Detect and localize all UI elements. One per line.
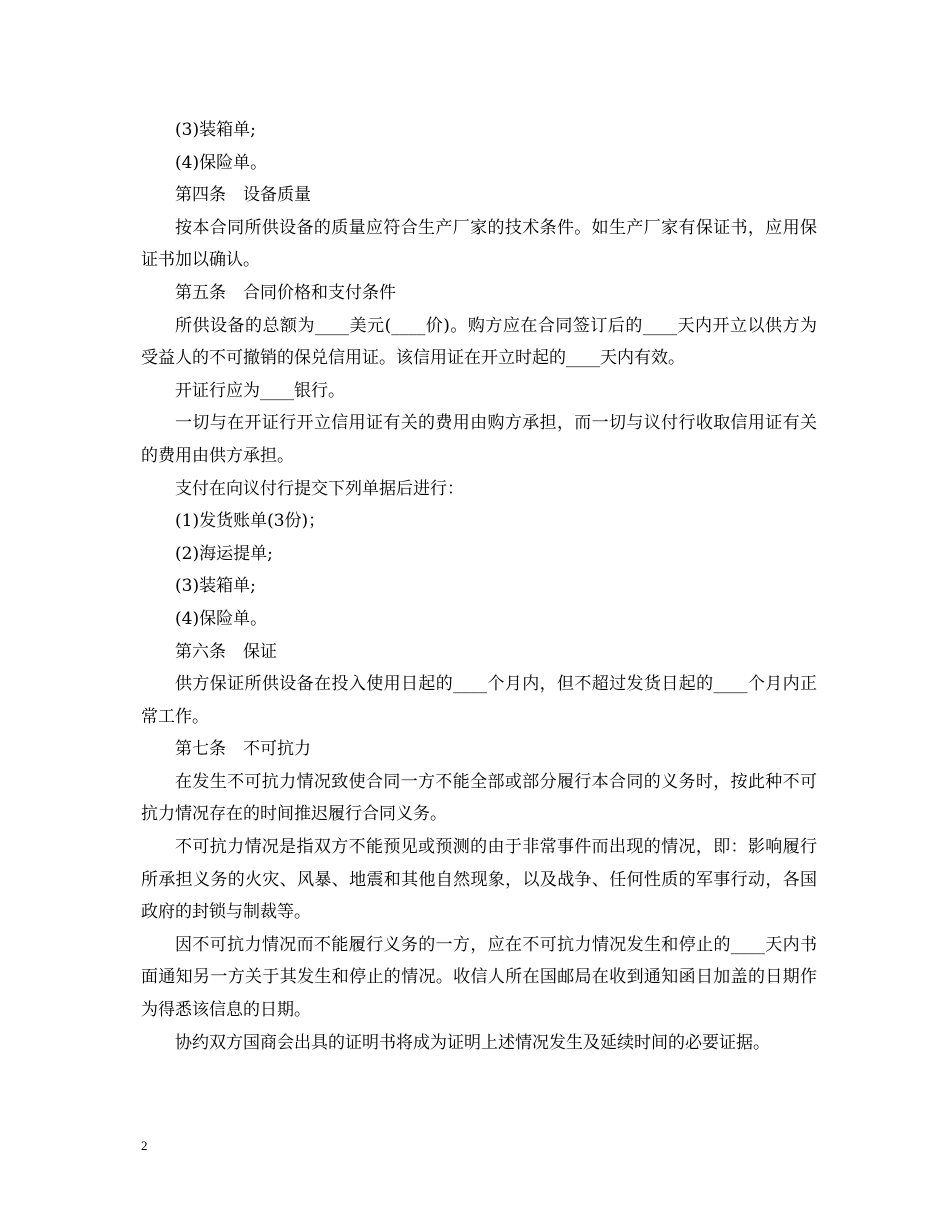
article-5-paragraph-payment: 支付在向议付行提交下列单据后进行： [175, 478, 464, 499]
article-7-paragraph-evidence: 协约双方国商会出具的证明书将成为证明上述情况发生及延续时间的必要证据。 [175, 1032, 770, 1053]
article-5-paragraph-fees: 一切与在开证行开立信用证有关的费用由购方承担，而一切与议付行收取信用证有关的费用由供方承担。 [141, 413, 817, 466]
article-7-paragraph-definition: 不可抗力情况是指双方不能预见或预测的由于非常事件而出现的情况，即：影响履行所承担义务的火灾、风暴、地震和其他自然现象，以及战争、任何性质的军事行动，各国政府的封锁与制裁等。 [141, 837, 817, 923]
list-item-insurance-policy: (4)保险单。 [175, 608, 268, 629]
article-7-paragraph-notification: 因不可抗力情况而不能履行义务的一方，应在不可抗力情况发生和停止的____天内书面通知另一方关于其发生和停止的情况。收信人所在国邮局在收到通知函日加盖的日期作为得悉该信息的日期。 [141, 934, 817, 1021]
list-item-packing-list: (3)装箱单; [175, 120, 256, 140]
article-6-heading: 第六条 保证 [175, 641, 277, 662]
article-4-heading: 第四条 设备质量 [175, 185, 311, 206]
article-5-paragraph-total: 所供设备的总额为____美元(____价)。购方应在合同签订后的____天内开立以供方为受益人的不可撤销的保兑信用证。该信用证在开立时起的____天内有效。 [141, 315, 817, 369]
list-item-packing-list: (3)装箱单; [175, 576, 256, 597]
article-4-paragraph: 按本合同所供设备的质量应符合生产厂家的技术条件。如生产厂家有保证书，应用保证书加以确认。 [141, 217, 817, 271]
article-5-paragraph-bank: 开证行应为____银行。 [175, 380, 345, 401]
list-item-insurance-policy: (4)保险单。 [175, 152, 268, 173]
article-7-heading: 第七条 不可抗力 [175, 739, 311, 760]
article-6-paragraph: 供方保证所供设备在投入使用日起的____个月内，但不超过发货日起的____个月内正常工作。 [141, 674, 817, 727]
page-number: 2 [141, 1138, 148, 1153]
list-item-bill-of-lading: (2)海运提单; [175, 543, 273, 564]
article-7-paragraph-obligation: 在发生不可抗力情况致使合同一方不能全部或部分履行本合同的义务时，按此种不可抗力情况存在的时间推迟履行合同义务。 [141, 771, 817, 825]
article-5-heading: 第五条 合同价格和支付条件 [175, 282, 396, 303]
document-body [141, 114, 817, 1059]
list-item-invoice: (1)发货账单(3份)； [175, 511, 326, 532]
